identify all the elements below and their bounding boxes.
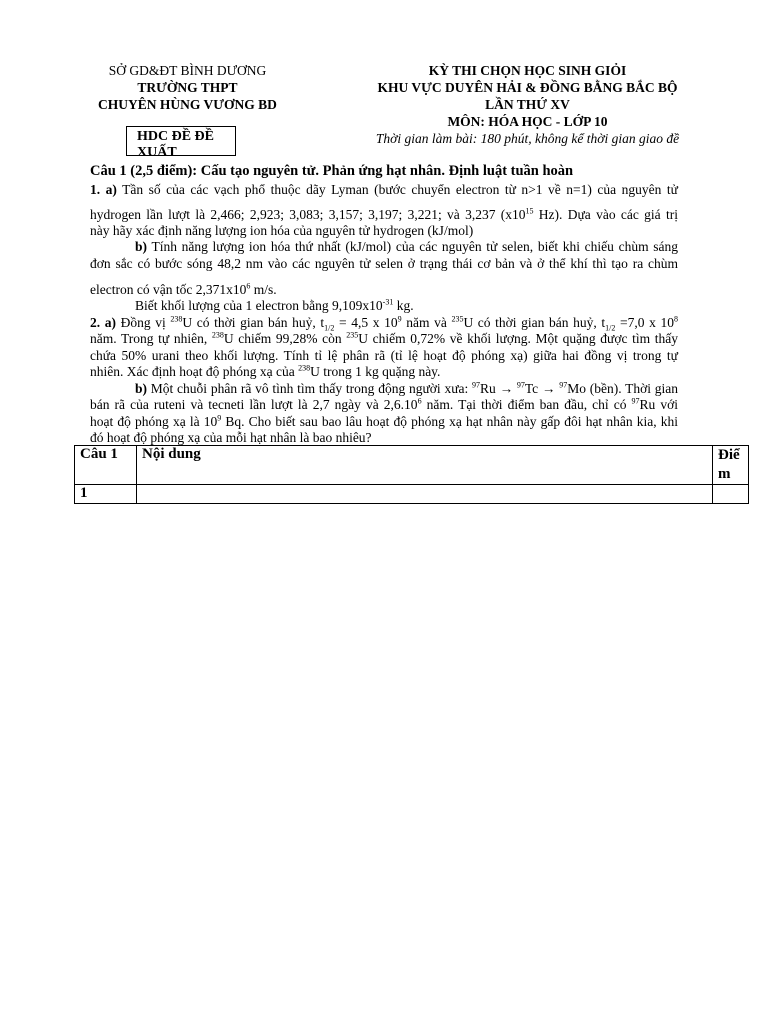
q2b-t8: hoạt độ phóng xạ là 10 bbox=[90, 414, 218, 429]
header-right bbox=[340, 62, 715, 147]
q2b-label: b) bbox=[135, 381, 148, 396]
q2b-s6: 9 bbox=[217, 413, 222, 423]
q2b-line1 bbox=[135, 380, 678, 397]
q2a-sub1: 1/2 bbox=[324, 323, 335, 333]
q2b-t5: bán rã của ruteni và tecneti lần lượt là 2,7 ngày và 2,6.10 bbox=[90, 397, 418, 412]
q1a-text2: hydrogen lần lượt là 2,466; 2,923; 3,083; 3,157; 3,197; 3,221; và 3,237 (x10 bbox=[90, 207, 526, 222]
exam-title: KỲ THI CHỌN HỌC SINH GIỎI bbox=[428, 63, 627, 78]
header-left bbox=[80, 62, 295, 113]
q2a-s7: 238 bbox=[298, 363, 311, 373]
q1a-label: 1. a) bbox=[90, 182, 117, 197]
q1b-text4b: kg. bbox=[393, 298, 414, 313]
row-score bbox=[713, 485, 749, 504]
q2b-t6: năm. Tại thời điểm ban đầu, chỉ có bbox=[421, 397, 632, 412]
q2a-t5: U có thời gian bán huỷ, t bbox=[463, 315, 606, 330]
q2b-t7: Ru với bbox=[639, 397, 678, 412]
q2b-t3: Tc bbox=[524, 381, 542, 396]
q1b-line2: đơn sắc có bước sóng 48,2 nm vào các nguyên tử selen ở trạng thái cơ bản và ở thể khí thì tạo ra chùm bbox=[90, 256, 678, 271]
q1b-label: b) bbox=[135, 239, 148, 254]
q2b-t2: Ru bbox=[480, 381, 500, 396]
q1a-text2b: Hz). Dựa vào các giá trị bbox=[533, 207, 678, 222]
exam-duration: Thời gian làm bài: 180 phút, không kể thời gian giao đề bbox=[375, 131, 680, 146]
school-line1: TRƯỜNG THPT bbox=[137, 80, 238, 95]
exam-subject: MÔN: HÓA HỌC - LỚP 10 bbox=[447, 114, 608, 129]
question-title: Câu 1 (2,5 điểm): Cấu tạo nguyên tử. Phản ứng hạt nhân. Định luật tuần hoàn bbox=[90, 163, 574, 179]
q2a-t3: = 4,5 x 10 bbox=[334, 315, 398, 330]
q2a-sub2: 1/2 bbox=[605, 323, 616, 333]
q2b-s4: 6 bbox=[417, 396, 422, 406]
exam-edition: LẦN THỨ XV bbox=[485, 97, 570, 112]
q1b-text3: electron có vận tốc 2,371x10 bbox=[90, 282, 247, 297]
q1a-text1: Tần số của các vạch phổ thuộc dãy Lyman (bước chuyển electron từ n>1 về n=1) của nguyên tử bbox=[116, 182, 678, 197]
q1b-text1: Tính năng lượng ion hóa thứ nhất (kJ/mol) của các nguyên tử selen, biết khi chiếu chùm sáng bbox=[147, 239, 678, 254]
q1b-sup2: -31 bbox=[382, 297, 394, 307]
q2b-t9: Bq. Cho biết sau bao lâu hoạt độ phóng xạ hạt nhân này gấp đôi hạt nhân kia, khi bbox=[221, 414, 678, 429]
q2a-s5: 238 bbox=[211, 330, 224, 340]
header-score: Điểm bbox=[713, 446, 749, 485]
q2a-t6: =7,0 x 10 bbox=[615, 315, 675, 330]
q2b-t1: Một chuỗi phân rã vô tình tìm thấy trong động người xưa: bbox=[147, 381, 473, 396]
q2a-t11: U trong 1 kg quặng này. bbox=[310, 364, 441, 379]
school-line2: CHUYÊN HÙNG VƯƠNG BD bbox=[98, 97, 277, 112]
q1a-line1 bbox=[90, 181, 678, 198]
q1b-line3 bbox=[90, 281, 678, 298]
answer-table-header bbox=[75, 446, 749, 485]
row-content bbox=[137, 485, 713, 504]
row-number: 1 bbox=[75, 485, 137, 504]
q2a-t9: U chiếm 0,72% về khối lượng. Một quặng được tìm thấy bbox=[358, 331, 678, 346]
exam-region: KHU VỰC DUYÊN HẢI & ĐỒNG BẰNG BẮC BỘ bbox=[377, 80, 678, 95]
q2a-label: 2. a) bbox=[90, 315, 116, 330]
proposal-box-label: HDC ĐỀ ĐỀ XUẤT bbox=[137, 129, 215, 156]
answer-table bbox=[74, 445, 749, 504]
q1b-line4 bbox=[135, 297, 723, 314]
q1b-sup1: 6 bbox=[246, 281, 251, 291]
q2a-t2: U có thời gian bán huỷ, t bbox=[182, 315, 325, 330]
q1a-line2 bbox=[90, 206, 678, 223]
header-question: Câu 1 bbox=[75, 446, 137, 485]
q2a-line1 bbox=[90, 314, 678, 331]
proposal-box bbox=[126, 126, 236, 156]
q2a-s2: 9 bbox=[397, 314, 402, 324]
q2b-line2 bbox=[90, 396, 678, 413]
q2a-t8: U chiếm 99,28% còn bbox=[223, 331, 347, 346]
q2a-t10: nhiên. Xác định hoạt độ phóng xạ của bbox=[90, 364, 299, 379]
q2b-line4: đó hoạt độ phóng xạ của mỗi hạt nhân là bao nhiêu? bbox=[90, 430, 372, 445]
q2b-s3: 97 bbox=[559, 380, 568, 390]
q2a-t1: Đồng vị bbox=[116, 315, 171, 330]
q2b-line3 bbox=[90, 413, 678, 430]
q2a-t4: năm và bbox=[401, 315, 452, 330]
q2b-s2: 97 bbox=[516, 380, 525, 390]
q2b-s5: 97 bbox=[631, 396, 640, 406]
q2a-s1: 238 bbox=[170, 314, 183, 324]
q1b-line1 bbox=[135, 238, 678, 255]
q1a-line3: này hãy xác định năng lượng ion hóa của nguyên tử hydrogen (kJ/mol) bbox=[90, 223, 474, 238]
q1a-sup: 15 bbox=[525, 206, 534, 216]
department-name: SỞ GD&ĐT BÌNH DƯƠNG bbox=[108, 63, 267, 78]
q2b-t4: Mo (bền). Thời gian bbox=[567, 381, 679, 396]
q2b-s1: 97 bbox=[472, 380, 481, 390]
q2a-t7: năm. Trong tự nhiên, bbox=[90, 331, 212, 346]
q1b-text4: Biết khối lượng của 1 electron bằng 9,109x10 bbox=[135, 298, 383, 313]
header-content: Nội dung bbox=[137, 446, 713, 485]
q2a-line3: chứa 50% urani theo khối lượng. Tính tỉ lệ phân rã (tỉ lệ hoạt độ phóng xạ) giữa hai đồng vị trong tự bbox=[90, 348, 678, 363]
q2a-s4: 8 bbox=[674, 314, 679, 324]
q2a-line4 bbox=[90, 363, 678, 380]
q2a-s6: 235 bbox=[346, 330, 359, 340]
table-row bbox=[75, 485, 749, 504]
q1b-text3b: m/s. bbox=[250, 282, 277, 297]
q2a-s3: 235 bbox=[451, 314, 464, 324]
arrow-right-icon: → bbox=[499, 381, 514, 396]
arrow-right-icon: → bbox=[541, 381, 556, 396]
q2a-line2 bbox=[90, 330, 678, 347]
